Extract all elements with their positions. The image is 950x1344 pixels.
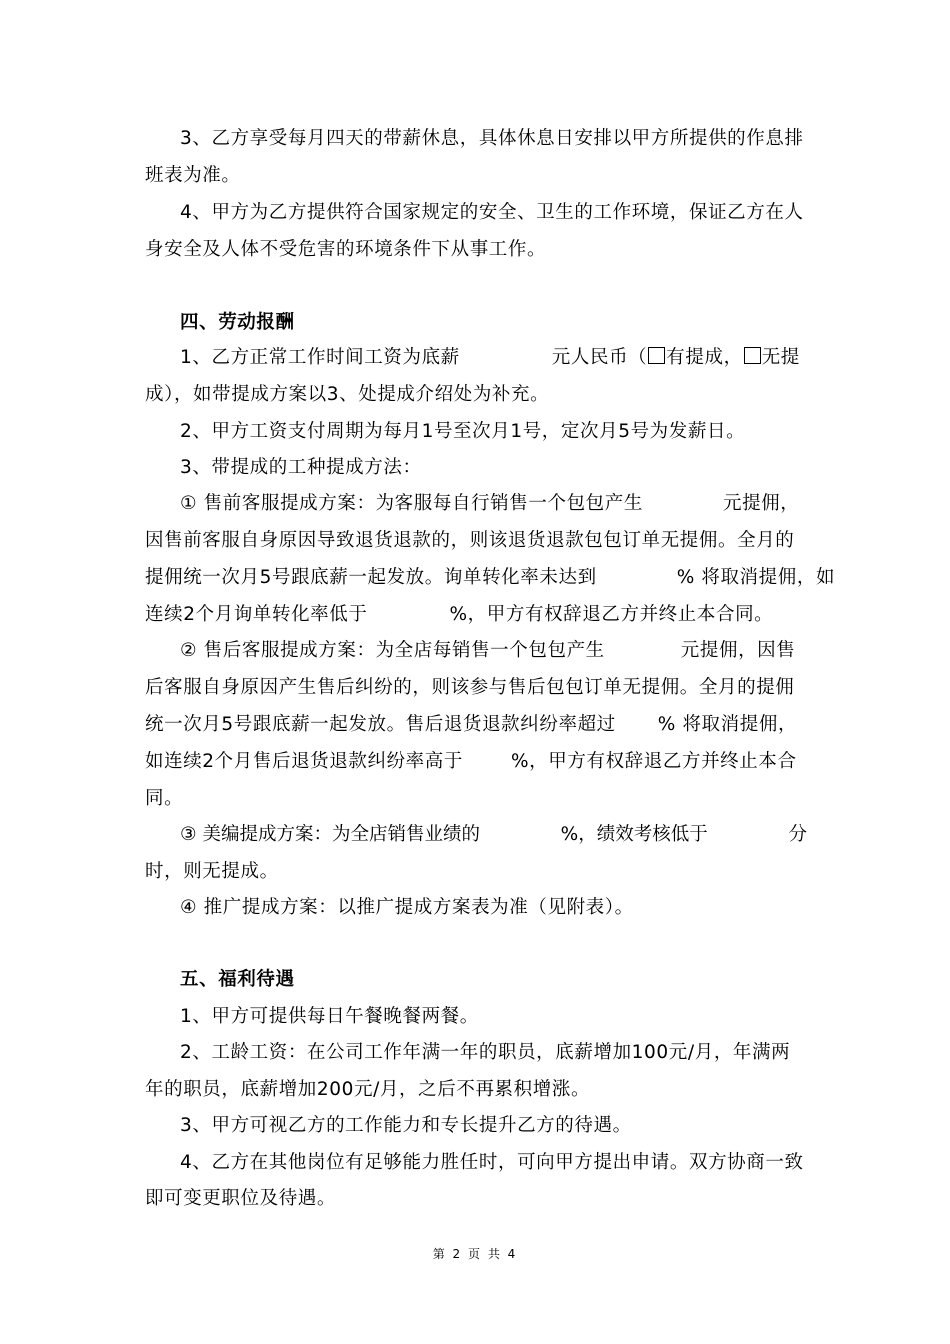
aftersales-commission-line5: 同。 xyxy=(145,788,184,809)
presales-rate-unit: % 将取消提佣，如 xyxy=(676,567,836,588)
aftersales-unit: 元提佣，因售 xyxy=(680,640,796,661)
promotion-commission: ④ 推广提成方案：以推广提成方案表为准（见附表）。 xyxy=(180,897,634,918)
design-commission-line1 xyxy=(180,823,807,847)
currency-text: 元人民币（ xyxy=(551,347,648,368)
presales-text: ① 售前客服提成方案：为客服每自行销售一个包包产生 xyxy=(180,493,643,514)
para-3-line1: 3、乙方享受每月四天的带薪休息，具体休息日安排以甲方所提供的作息排 xyxy=(180,128,804,149)
benefit-item-1: 1、甲方可提供每日午餐晚餐两餐。 xyxy=(180,1006,479,1027)
aftersales-dismiss-unit: %，甲方有权辞退乙方并终止本合 xyxy=(510,751,797,772)
commission-no-checkbox[interactable] xyxy=(744,347,761,364)
presales-commission-line4 xyxy=(145,603,773,627)
base-salary-label: 1、乙方正常工作时间工资为底薪 xyxy=(180,347,460,368)
aftersales-commission-line2: 后客服自身原因产生售后纠纷的，则该参与售后包包订单无提佣。全月的提佣 xyxy=(145,677,795,698)
presales-rate-text: 提佣统一次月5号跟底薪一起发放。询单转化率未达到 xyxy=(145,567,597,588)
aftersales-text: ② 售后客服提成方案：为全店每销售一个包包产生 xyxy=(180,640,605,661)
section-heading-remuneration: 四、劳动报酬 xyxy=(180,312,295,333)
commission-yes-label: 有提成， xyxy=(666,347,743,368)
presales-commission-line1 xyxy=(180,492,799,516)
aftersales-commission-line3 xyxy=(145,713,797,737)
benefit-item-2-line2: 年的职员，底薪增加200元/月，之后不再累积增涨。 xyxy=(145,1079,591,1100)
benefit-item-4-line1: 4、乙方在其他岗位有足够能力胜任时，可向甲方提出申请。双方协商一致 xyxy=(180,1152,804,1173)
para-4-line1: 4、甲方为乙方提供符合国家规定的安全、卫生的工作环境，保证乙方在人 xyxy=(180,202,804,223)
page-number: 第 2 页 共 4 xyxy=(432,1247,518,1261)
design-rate-unit: %，绩效考核低于 xyxy=(560,824,708,845)
aftersales-rate-text: 统一次月5号跟底薪一起发放。售后退货退款纠纷率超过 xyxy=(145,714,616,735)
aftersales-rate-unit: % 将取消提佣， xyxy=(657,714,798,735)
benefit-item-3: 3、甲方可视乙方的工作能力和专长提升乙方的待遇。 xyxy=(180,1115,632,1136)
commission-no-label: 无提 xyxy=(761,347,800,368)
commission-yes-checkbox[interactable] xyxy=(648,347,665,364)
presales-unit: 元提佣， xyxy=(722,493,800,514)
remuneration-item-1-line1 xyxy=(180,346,800,370)
presales-dismiss-unit: %，甲方有权辞退乙方并终止本合同。 xyxy=(449,604,774,625)
presales-dismiss-text: 连续2个月询单转化率低于 xyxy=(145,604,368,625)
remuneration-item-1-line2: 成），如带提成方案以3、处提成介绍处为补充。 xyxy=(145,384,550,405)
presales-commission-line2: 因售前客服自身原因导致退货退款的，则该退货退款包包订单无提佣。全月的 xyxy=(145,530,795,551)
design-score-unit: 分 xyxy=(788,824,807,845)
remuneration-item-3: 3、带提成的工种提成方法： xyxy=(180,457,422,478)
presales-commission-line3 xyxy=(145,566,835,590)
remuneration-item-2: 2、甲方工资支付周期为每月1号至次月1号，定次月5号为发薪日。 xyxy=(180,421,746,442)
section-heading-benefits: 五、福利待遇 xyxy=(180,969,295,990)
aftersales-dismiss-text: 如连续2个月售后退货退款纠纷率高于 xyxy=(145,751,463,772)
benefit-item-4-line2: 即可变更职位及待遇。 xyxy=(145,1188,337,1209)
para-3-line2: 班表为准。 xyxy=(145,165,241,186)
design-commission-line2: 时，则无提成。 xyxy=(145,861,279,882)
aftersales-commission-line1 xyxy=(180,639,795,663)
benefit-item-2-line1: 2、工龄工资：在公司工作年满一年的职员，底薪增加100元/月，年满两 xyxy=(180,1042,791,1063)
para-4-line2: 身安全及人体不受危害的环境条件下从事工作。 xyxy=(145,239,547,260)
design-text: ③ 美编提成方案：为全店销售业绩的 xyxy=(180,824,480,845)
aftersales-commission-line4 xyxy=(145,750,797,774)
